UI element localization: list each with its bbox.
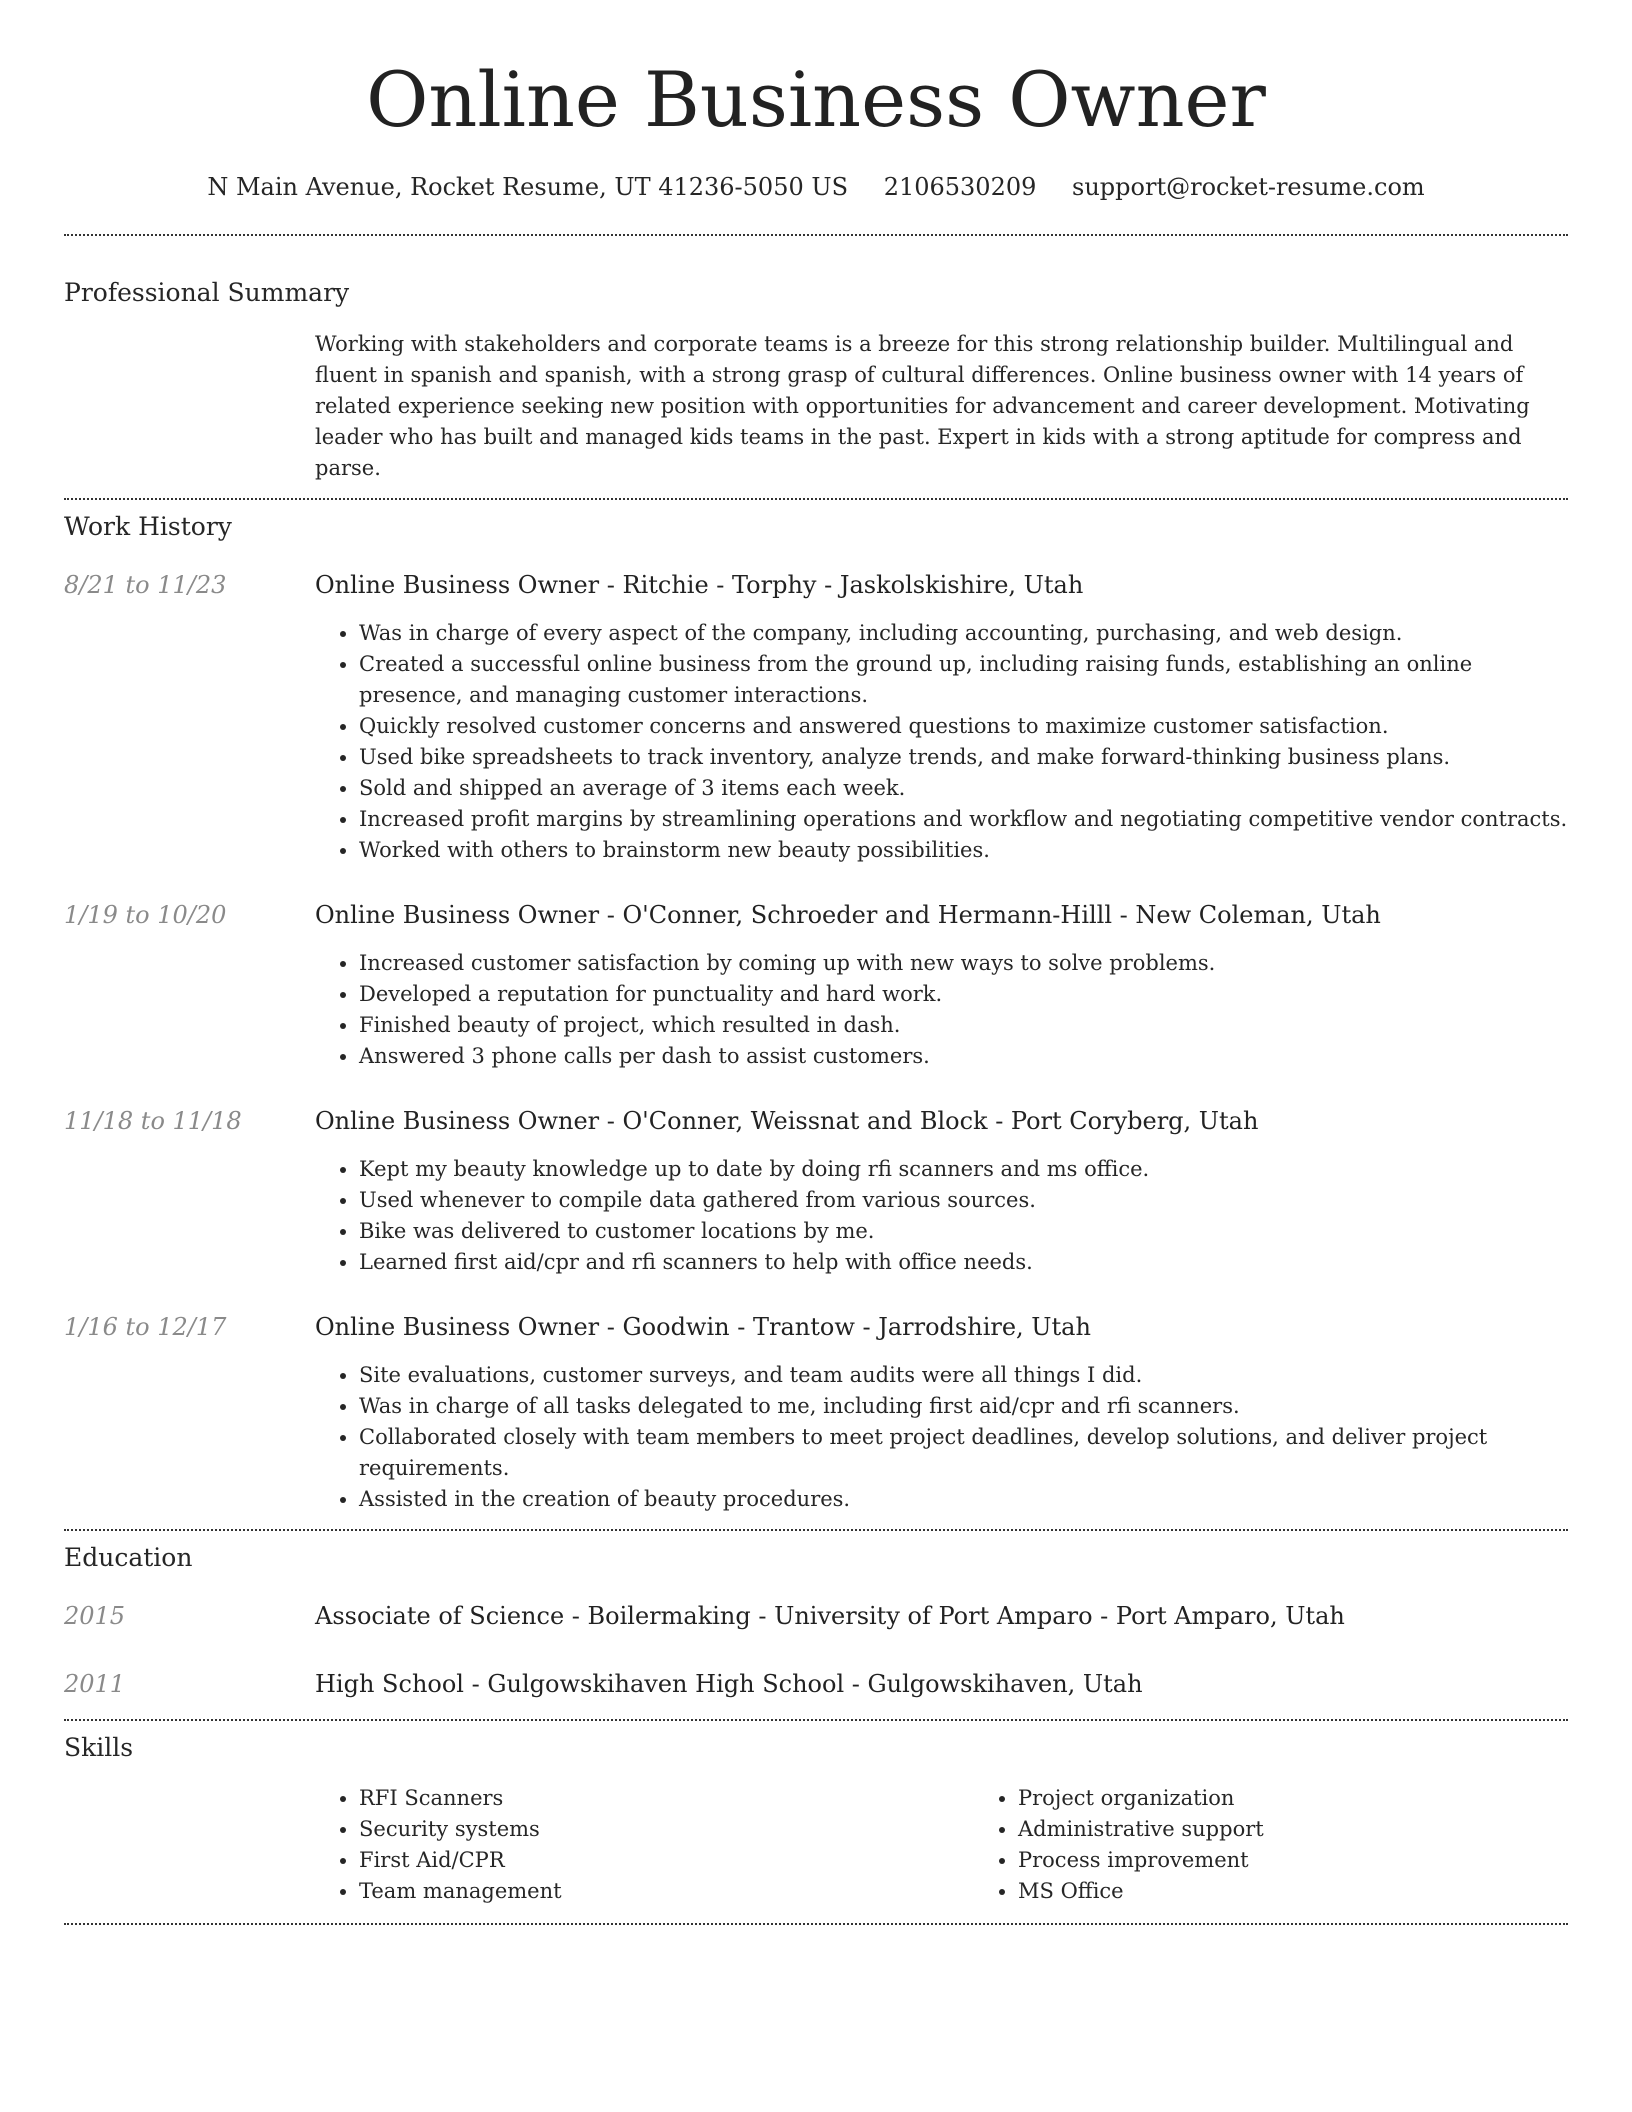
list-item: • Was in charge of all tasks delegated to me, including first aid/cpr and rfi scanners. — [359, 1391, 1568, 1422]
resume-header — [64, 0, 1568, 204]
summary-row — [64, 329, 1568, 484]
list-item: • Increased profit margins by streamlining operations and workflow and negotiating competitive vendor contracts. — [359, 804, 1568, 835]
divider — [64, 1719, 1568, 1721]
list-item: • Developed a reputation for punctuality and hard work. — [359, 979, 1568, 1010]
job-details — [315, 1104, 1568, 1278]
list-item: • Sold and shipped an average of 3 items each week. — [359, 773, 1568, 804]
list-item: • Created a successful online business from the ground up, including raising funds, establishing an online presence, and managing customer interactions. — [359, 649, 1568, 711]
summary-section — [64, 276, 1568, 484]
list-item: • Quickly resolved customer concerns and answered questions to maximize customer satisfaction. — [359, 711, 1568, 742]
list-item: • Used bike spreadsheets to track inventory, analyze trends, and make forward-thinking business plans. — [359, 742, 1568, 773]
work-history-heading: Work History — [64, 512, 232, 541]
list-item: • Answered 3 phone calls per dash to assist customers. — [359, 1041, 1568, 1072]
skills-list-left — [315, 1783, 974, 1907]
list-item: • Increased customer satisfaction by coming up with new ways to solve problems. — [359, 948, 1568, 979]
list-item: • Learned first aid/cpr and rfi scanners to help with office needs. — [359, 1247, 1568, 1278]
list-item: • Was in charge of every aspect of the company, including accounting, purchasing, and web design. — [359, 618, 1568, 649]
list-item: • Assisted in the creation of beauty procedures. — [359, 1484, 1568, 1515]
divider — [64, 1923, 1568, 1925]
list-item: • Collaborated closely with team members to meet project deadlines, develop solutions, and deliver project requirements. — [359, 1422, 1568, 1484]
job-entry — [64, 568, 1568, 866]
job-entry — [64, 898, 1568, 1072]
summary-heading: Professional Summary — [64, 278, 350, 307]
candidate-name: Online Business Owner — [366, 55, 1266, 144]
education-entry — [64, 1667, 1568, 1701]
list-item: • Security systems — [359, 1814, 974, 1845]
summary-spacer — [64, 329, 315, 484]
education-entry — [64, 1599, 1568, 1633]
job-title: Online Business Owner - O'Conner, Schroeder and Hermann-Hilll - New Coleman, Utah — [315, 901, 1381, 929]
contact-line — [64, 170, 1568, 204]
job-bullets — [315, 618, 1568, 866]
job-dates: 11/18 to 11/18 — [64, 1107, 242, 1135]
list-item: • Project organization — [1018, 1783, 1568, 1814]
job-title: Online Business Owner - Ritchie - Torphy - Jaskolskishire, Utah — [315, 571, 1084, 599]
skills-heading: Skills — [64, 1733, 134, 1762]
skills-spacer — [64, 1783, 315, 1907]
job-title: Online Business Owner - O'Conner, Weissnat and Block - Port Coryberg, Utah — [315, 1107, 1259, 1135]
job-details — [315, 898, 1568, 1072]
job-dates: 1/16 to 12/17 — [64, 1313, 227, 1341]
skills-row — [64, 1783, 1568, 1907]
job-bullets — [315, 948, 1568, 1072]
education-year: 2015 — [64, 1602, 126, 1630]
list-item: • MS Office — [1018, 1876, 1568, 1907]
job-details — [315, 1310, 1568, 1515]
skills-grid — [315, 1783, 1568, 1907]
work-history-section — [64, 510, 1568, 1515]
list-item: • Kept my beauty knowledge up to date by doing rfi scanners and ms office. — [359, 1154, 1568, 1185]
summary-text: Working with stakeholders and corporate teams is a breeze for this strong relationship builder. Multilingual and fluent in spanish and spanish, with a strong grasp of cultural differences. Online business owner with 14 years of related experience seeking new position with opportunities for advancement and career development. Motivating leader who has built and managed kids teams in the past. Expert in kids with a strong aptitude for compress and parse. — [315, 332, 1530, 480]
list-item: • Administrative support — [1018, 1814, 1568, 1845]
job-details — [315, 568, 1568, 866]
list-item: • Process improvement — [1018, 1845, 1568, 1876]
divider — [64, 1529, 1568, 1531]
job-bullets — [315, 1154, 1568, 1278]
skills-section — [64, 1731, 1568, 1907]
education-details: High School - Gulgowskihaven High School - Gulgowskihaven, Utah — [315, 1670, 1143, 1698]
divider — [64, 498, 1568, 500]
education-section — [64, 1541, 1568, 1701]
list-item: • RFI Scanners — [359, 1783, 974, 1814]
job-bullets — [315, 1360, 1568, 1515]
skills-list-right — [974, 1783, 1568, 1907]
education-details: Associate of Science - Boilermaking - University of Port Amparo - Port Amparo, Utah — [315, 1602, 1345, 1630]
contact-phone: 2106530209 — [883, 173, 1037, 201]
contact-address: N Main Avenue, Rocket Resume, UT 41236-5050 US — [207, 173, 849, 201]
list-item: • Used whenever to compile data gathered from various sources. — [359, 1185, 1568, 1216]
education-year: 2011 — [64, 1670, 126, 1698]
education-heading: Education — [64, 1543, 193, 1572]
job-entry — [64, 1104, 1568, 1278]
job-dates: 1/19 to 10/20 — [64, 901, 227, 929]
list-item: • Bike was delivered to customer locations by me. — [359, 1216, 1568, 1247]
job-dates: 8/21 to 11/23 — [64, 571, 227, 599]
job-entry — [64, 1310, 1568, 1515]
job-title: Online Business Owner - Goodwin - Trantow - Jarrodshire, Utah — [315, 1313, 1091, 1341]
contact-email: support@rocket-resume.com — [1072, 173, 1425, 201]
divider — [64, 234, 1568, 236]
list-item: • Finished beauty of project, which resulted in dash. — [359, 1010, 1568, 1041]
list-item: • Team management — [359, 1876, 974, 1907]
list-item: • Worked with others to brainstorm new beauty possibilities. — [359, 835, 1568, 866]
list-item: • Site evaluations, customer surveys, and team audits were all things I did. — [359, 1360, 1568, 1391]
list-item: • First Aid/CPR — [359, 1845, 974, 1876]
